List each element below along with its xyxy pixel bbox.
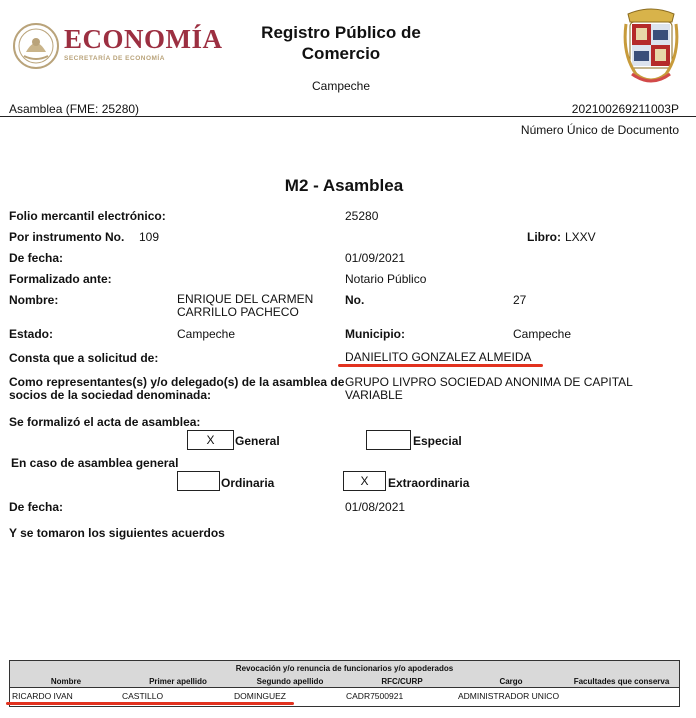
libro-label: Libro: [527, 230, 561, 244]
representantes-label-line-2: socios de la sociedad denominada: [9, 388, 212, 402]
state-name: Campeche [311, 79, 371, 93]
seal-icon [12, 22, 60, 70]
column-header-rfc-curp: RFC/CURP [381, 677, 423, 686]
no-label: No. [345, 293, 365, 307]
municipio-value: Campeche [513, 327, 572, 341]
especial-label: Especial [413, 434, 462, 448]
table-header [10, 661, 679, 688]
instrumento-value: 109 [139, 230, 160, 244]
general-label: General [235, 434, 280, 448]
sociedad-value-line-1: GRUPO LIVPRO SOCIEDAD ANONIMA DE CAPITAL [345, 375, 633, 389]
formalizado-label: Formalizado ante: [9, 272, 112, 286]
row-highlight [6, 702, 294, 705]
column-header-primer-apellido: Primer apellido [149, 677, 207, 686]
acuerdos-label: Y se tomaron los siguientes acuerdos [9, 526, 225, 540]
solicitud-value: DANIELITO GONZALEZ ALMEIDA [345, 350, 532, 364]
estado-value: Campeche [177, 327, 236, 341]
cell-primer-apellido: CASTILLO [122, 691, 164, 701]
nombre-label: Nombre: [9, 293, 59, 307]
registry-title [230, 22, 452, 64]
title-line-1: Registro Público de [261, 23, 421, 42]
ordinaria-checkbox[interactable] [177, 471, 220, 491]
nombre-value-line-2: CARRILLO PACHECO [177, 305, 299, 319]
formalizo-label: Se formalizó el acta de asamblea: [9, 415, 201, 429]
column-header-facultades: Facultades que conserva [573, 677, 670, 686]
cell-cargo: ADMINISTRADOR UNICO [458, 691, 560, 701]
sociedad-value [345, 376, 633, 402]
extraordinaria-checkbox[interactable]: X [343, 471, 386, 491]
cell-rfc-curp: CADR7500921 [346, 691, 404, 701]
representantes-label-line-1: Como representantes(s) y/o delegado(s) de la asamblea de [9, 375, 345, 389]
extraordinaria-label: Extraordinaria [388, 476, 470, 490]
document-title: M2 - Asamblea [284, 176, 404, 195]
column-header-segundo-apellido: Segundo apellido [256, 677, 324, 686]
nombre-value [177, 293, 313, 319]
municipio-label: Municipio: [345, 327, 405, 341]
ordinaria-label: Ordinaria [221, 476, 275, 490]
caso-label: En caso de asamblea general [11, 456, 179, 470]
cell-segundo-apellido: DOMINGUEZ [234, 691, 286, 701]
folio-label: Folio mercantil electrónico: [9, 209, 166, 223]
formalizado-value: Notario Público [345, 272, 427, 286]
document-number-label: Número Único de Documento [520, 123, 679, 137]
libro-value: LXXV [565, 230, 596, 244]
table-title: Revocación y/o renuncia de funcionarios y/o apoderados [235, 664, 454, 673]
campeche-coat-of-arms-icon [622, 4, 680, 88]
column-header-nombre: Nombre [50, 677, 82, 686]
general-checkbox[interactable]: X [187, 430, 234, 450]
cell-nombre: RICARDO IVAN [12, 691, 73, 701]
logo-name: ECONOMÍA [64, 24, 223, 54]
column-header-cargo: Cargo [499, 677, 523, 686]
solicitud-label: Consta que a solicitud de: [9, 351, 159, 365]
fecha2-value: 01/08/2021 [345, 500, 406, 514]
estado-label: Estado: [9, 327, 54, 341]
logo-subtitle: SECRETARÍA DE ECONOMÍA [64, 55, 165, 62]
title-line-2: Comercio [301, 44, 381, 63]
instrumento-label: Por instrumento No. [9, 230, 125, 244]
revocacion-table [9, 660, 680, 707]
fecha-value: 01/09/2021 [345, 251, 406, 265]
sociedad-value-line-2: VARIABLE [345, 388, 403, 402]
solicitud-highlight [338, 364, 543, 367]
nombre-value-line-1: ENRIQUE DEL CARMEN [177, 292, 314, 306]
folio-value: 25280 [345, 209, 379, 223]
header-divider [0, 116, 696, 117]
no-value: 27 [513, 293, 527, 307]
representantes-label [9, 376, 344, 402]
economia-logo [12, 22, 222, 72]
fecha-label: De fecha: [9, 251, 64, 265]
form-reference: Asamblea (FME: 25280) [9, 102, 140, 116]
especial-checkbox[interactable] [366, 430, 411, 450]
document-number: 202100269211003P [571, 102, 679, 116]
fecha2-label: De fecha: [9, 500, 64, 514]
